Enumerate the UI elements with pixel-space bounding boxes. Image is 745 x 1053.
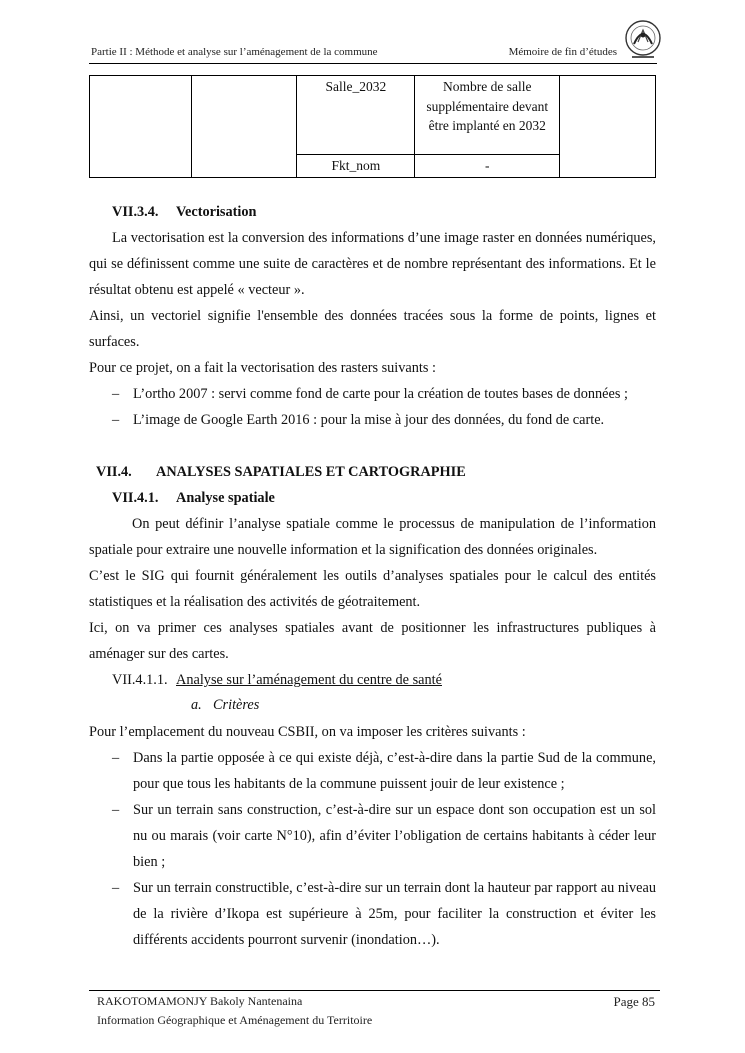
subsection-heading-centre-sante [112,667,442,693]
running-header-right: Mémoire de fin d’études [508,46,617,58]
section-heading-analyse-spatiale [112,487,275,509]
table-cell [90,76,192,178]
table-cell: Salle_2032 [297,76,415,155]
bullet-dash: – [112,750,120,766]
heading-letter: a. [191,697,202,713]
paragraph: Ici, on va primer ces analyses spatiales avant de positionner les infrastructures publiques à aménager sur des cartes. [89,620,656,662]
bullet-dash: – [112,386,120,402]
list-item [112,407,656,433]
heading-title: Critères [213,697,260,713]
bullet-dash: – [112,802,120,818]
footer-program: Information Géographique et Aménagement du Territoire [97,1013,373,1027]
paragraph: On peut définir l’analyse spatiale comme le processus de manipulation de l’information spatiale pour extraire une nouvelle information et la signification des données originales. [89,516,656,558]
section-heading-vectorisation [112,201,256,223]
paragraph: Ainsi, un vectoriel signifie l'ensemble des données tracées sous la forme de points, lignes et surfaces. [89,308,656,350]
heading-title: Analyse spatiale [176,490,275,506]
heading-title: Analyse sur l’aménagement du centre de santé [176,672,442,688]
heading-title: ANALYSES SAPATIALES ET CARTOGRAPHIE [156,464,466,480]
heading-number: VII.4.1.1. [112,672,168,688]
list-item [112,875,656,953]
table-cell: - [415,155,560,178]
bullet-dash: – [112,412,120,428]
heading-number: VII.4.1. [112,490,159,506]
paragraph: Pour ce projet, on a fait la vectorisation des rasters suivants : [89,360,436,376]
paragraph: C’est le SIG qui fournit généralement les outils d’analyses spatiales pour le calcul des entités statistiques et la réalisation des activités de géotraitement. [89,568,656,610]
list-item [112,745,656,797]
heading-number: VII.3.4. [112,204,159,220]
data-table-fragment [89,75,656,178]
list-item-text: Sur un terrain sans construction, c’est-à-dire sur un espace dont son occupation est un sol nu ou marais (voir carte N°10), afin d’éviter l’obligation de certains habitants à céder leur bien ; [133,802,656,870]
list-item-text: Dans la partie opposée à ce qui existe déjà, c’est-à-dire dans la partie Sud de la commune, pour que tous les habitants de la commune puissent jouir de leur existence ; [133,750,656,792]
list-item-text: Sur un terrain constructible, c’est-à-dire sur un terrain dont la hauteur par rapport au niveau de la rivière d’Ikopa est supérieure à 25m, pour faciliter la construction et éviter les différents accidents pourront survenir (inondation…). [133,880,656,948]
criteria-heading [191,692,259,718]
heading-number: VII.4. [96,464,132,480]
section-heading-analyses [96,461,466,483]
running-header-left: Partie II : Méthode et analyse sur l’aménagement de la commune [91,46,378,58]
heading-title: Vectorisation [176,204,257,220]
header-rule [89,63,657,64]
table-cell [191,76,297,178]
table-cell: Nombre de salle supplémentaire devant être implanté en 2032 [415,76,560,155]
paragraph: Pour l’emplacement du nouveau CSBII, on va imposer les critères suivants : [89,724,526,740]
table-row [90,76,656,155]
list-item-text: L’image de Google Earth 2016 : pour la mise à jour des données, du fond de carte. [133,412,605,428]
bullet-dash: – [112,880,120,896]
list-item-text: L’ortho 2007 : servi comme fond de carte pour la création de toutes bases de données ; [133,386,628,402]
page-number: Page 85 [613,994,655,1009]
list-item [112,797,656,875]
footer-rule [89,990,660,991]
list-item [112,381,656,407]
table-cell [560,76,656,178]
paragraph: La vectorisation est la conversion des informations d’une image raster en données numériques, qui se définissent comme une suite de caractères et de nombre représentant des informations. Et le résultat obtenu est appelé « vecteur ». [89,230,656,298]
table-cell: Fkt_nom [297,155,415,178]
institution-logo-icon [622,18,664,62]
footer-author: RAKOTOMAMONJY Bakoly Nantenaina [97,994,303,1008]
